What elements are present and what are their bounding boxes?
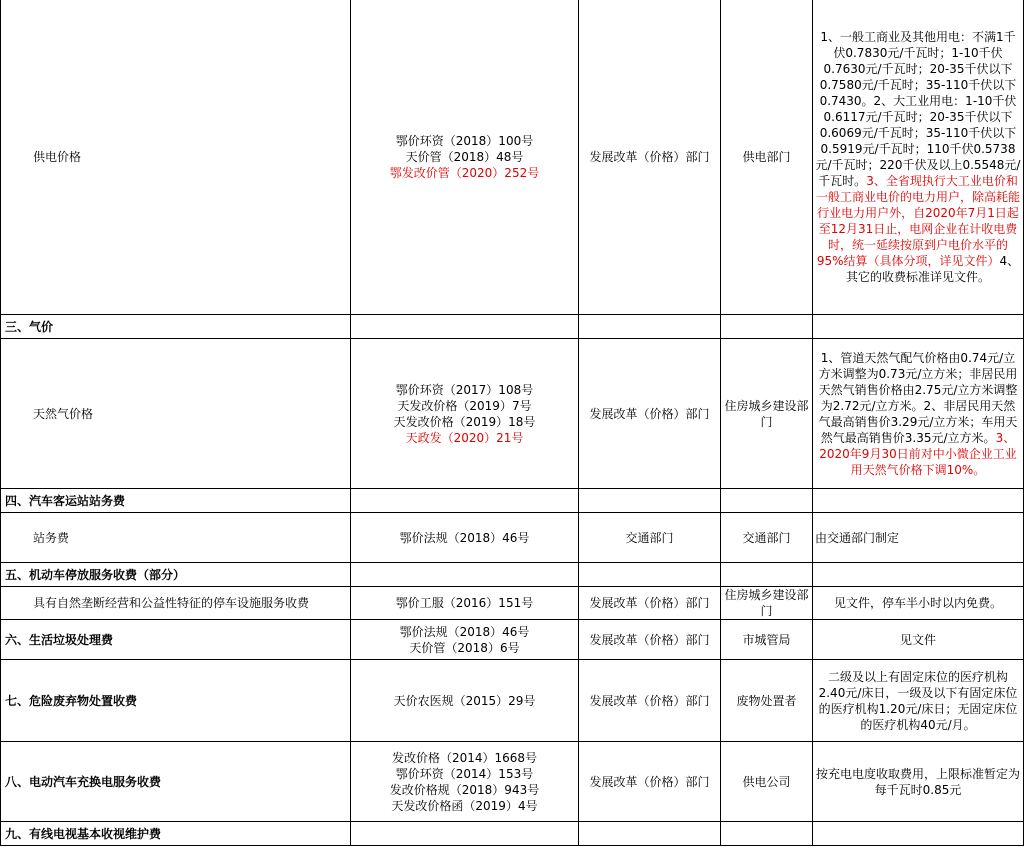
standard-cell: 见文件: [813, 620, 1024, 660]
basis-line: 鄂价法规（2018）46号: [399, 624, 530, 639]
basis-line: 鄂价环资（2014）153号: [395, 766, 534, 781]
section-title: 八、电动汽车充换电服务收费: [1, 742, 351, 822]
basis-cell: [351, 339, 579, 489]
standard-cell: [813, 0, 1024, 315]
item-name: 天然气价格: [1, 339, 351, 489]
collector-cell: 供电部门: [721, 0, 813, 315]
section-row: [1, 315, 1024, 339]
table-row-gas: [1, 339, 1024, 489]
approval-cell: 发展改革（价格）部门: [579, 0, 721, 315]
standard-text-red: 3、全省现执行大工业电价和一般工商业电价的电力用户，除高耗能行业电力用户外，自2020年7月1日起至12月31日止，电网企业在计收电费时，统一延续按原到户电价水平的95%结算（具体分项，详见文件）: [815, 173, 1020, 268]
section-title: 三、气价: [1, 315, 351, 339]
section-row: [1, 563, 1024, 587]
table-row-parking: [1, 587, 1024, 620]
basis-line: 天发改价格函（2019）4号: [391, 798, 538, 813]
collector-cell: 住房城乡建设部门: [721, 587, 813, 620]
standard-cell: [813, 339, 1024, 489]
item-name: 具有自然垄断经营和公益性特征的停车设施服务收费: [1, 587, 351, 620]
collector-cell: 市城管局: [721, 620, 813, 660]
basis-line-red: 鄂发改价管（2020）252号: [389, 165, 540, 180]
collector-cell: 住房城乡建设部门: [721, 339, 813, 489]
standard-text-tail: 4、其它的收费标准详见文件。: [845, 253, 1020, 284]
approval-cell: 交通部门: [579, 513, 721, 563]
collector-cell: 交通部门: [721, 513, 813, 563]
approval-cell: 发展改革（价格）部门: [579, 339, 721, 489]
section-title: 四、汽车客运站站务费: [1, 489, 351, 513]
standard-text-red: 3、2020年9月30日前对中小微企业工业用天然气价格下调10%。: [819, 430, 1017, 477]
section-title: 六、生活垃圾处理费: [1, 620, 351, 660]
basis-line: 发改价格规（2018）943号: [389, 782, 540, 797]
section-title: 五、机动车停放服务收费（部分）: [1, 563, 351, 587]
basis-line: 天价管（2018）48号: [405, 149, 524, 164]
basis-line: 天发改价格（2019）18号: [393, 414, 536, 429]
approval-cell: 发展改革（价格）部门: [579, 587, 721, 620]
table-row-ev: [1, 742, 1024, 822]
basis-cell: [351, 742, 579, 822]
standard-text: 1、管道天然气配气价格由0.74元/立方米调整为0.73元/立方米；非居民用天然气销售价格由2.75元/立方米调整为2.72元/立方米。2、非居民用天然气最高销售价3.29元/立方米；车用天然气最高销售价3.35元/立方米。: [818, 350, 1018, 445]
table-row-station: [1, 513, 1024, 563]
collector-cell: 供电公司: [721, 742, 813, 822]
basis-line: 发改价格（2014）1668号: [391, 750, 538, 765]
item-name: 供电价格: [1, 0, 351, 315]
basis-cell: 鄂价法规（2018）46号: [351, 513, 579, 563]
section-title: 九、有线电视基本收视维护费: [1, 822, 351, 846]
basis-cell: [351, 620, 579, 660]
basis-cell: 鄂价工服（2016）151号: [351, 587, 579, 620]
basis-line: 天发改价格（2019）7号: [397, 398, 532, 413]
standard-text: 1、一般工商业及其他用电：不满1千伏0.7830元/千瓦时；1-10千伏0.7630元/千瓦时；20-35千伏以下0.7580元/千瓦时；35-110千伏以下0.7430。2、大工业用电：1-10千伏0.6117元/千瓦时；20-35千伏以下0.6069元/千瓦时；35-110千伏以下0.5919元/千瓦时；110千伏0.5738元/千瓦时；220千伏及以上0.5548元/千瓦时。: [815, 29, 1021, 188]
basis-cell: [351, 0, 579, 315]
basis-line-red: 天政发（2020）21号: [405, 430, 524, 445]
item-name: 站务费: [1, 513, 351, 563]
section-title: 七、危险废弃物处置收费: [1, 660, 351, 742]
standard-cell: 二级及以上有固定床位的医疗机构2.40元/床日，一级及以下有固定床位的医疗机构1.20元/床日；无固定床位的医疗机构40元/月。: [813, 660, 1024, 742]
basis-cell: 天价农医规（2015）29号: [351, 660, 579, 742]
approval-cell: 发展改革（价格）部门: [579, 660, 721, 742]
basis-line: 天价管（2018）6号: [409, 640, 520, 655]
standard-cell: 见文件，停车半小时以内免费。: [813, 587, 1024, 620]
approval-cell: 发展改革（价格）部门: [579, 620, 721, 660]
section-row: [1, 822, 1024, 846]
table-row-garbage: [1, 620, 1024, 660]
basis-line: 鄂价环资（2017）108号: [395, 382, 534, 397]
basis-line: 鄂价环资（2018）100号: [395, 133, 534, 148]
section-row: [1, 489, 1024, 513]
approval-cell: 发展改革（价格）部门: [579, 742, 721, 822]
table-row-power: [1, 0, 1024, 315]
standard-cell: 由交通部门制定: [813, 513, 1024, 563]
collector-cell: 废物处置者: [721, 660, 813, 742]
standard-cell: 按充电电度收取费用，上限标准暂定为每千瓦时0.85元: [813, 742, 1024, 822]
table-row-hazard: [1, 660, 1024, 742]
